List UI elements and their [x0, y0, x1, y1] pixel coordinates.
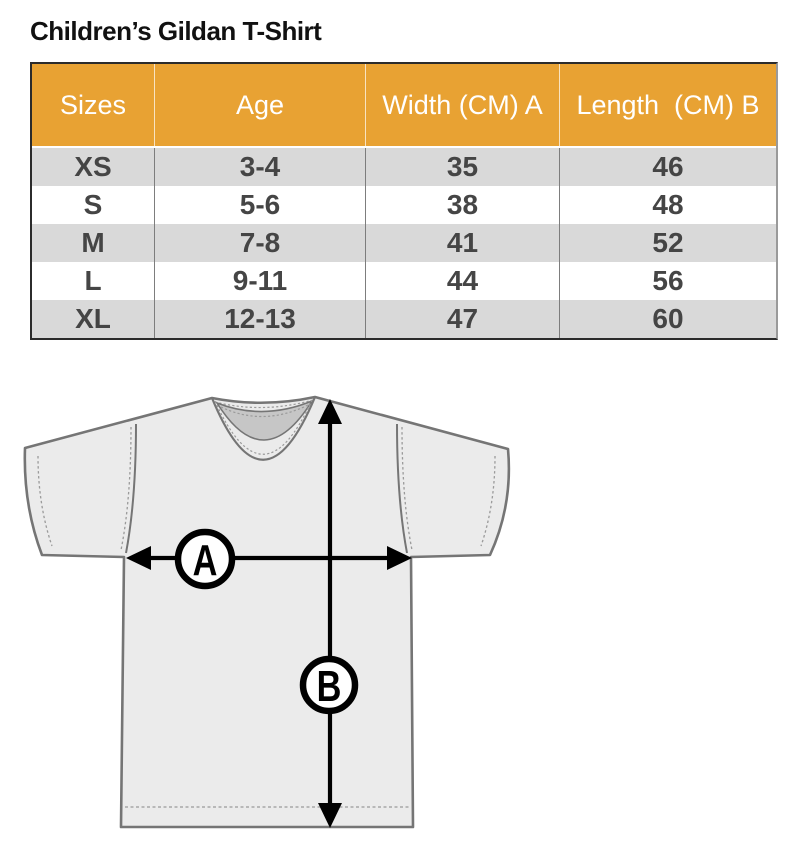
cell-width: 47: [365, 300, 559, 338]
header-cell-age: Age: [154, 64, 365, 146]
cell-age: 7-8: [154, 224, 365, 262]
length-marker-b: [303, 659, 355, 711]
width-marker-label: A: [192, 535, 218, 585]
cell-size: S: [83, 189, 103, 220]
table-row: [32, 148, 776, 186]
cell-size: XL: [75, 303, 111, 334]
page-title: Children’s Gildan T-Shirt: [30, 16, 322, 46]
size-table-header-row: [32, 64, 776, 148]
header-cell-width: Width (CM) A: [365, 64, 559, 146]
cell-age: 9-11: [154, 262, 365, 300]
cell-width: 35: [365, 148, 559, 186]
length-marker-label: B: [316, 661, 342, 711]
cell-age: 5-6: [154, 186, 365, 224]
cell-length: 60: [559, 300, 776, 338]
tshirt-outline: [25, 397, 509, 827]
cell-length: 52: [559, 224, 776, 262]
cell-width: 44: [365, 262, 559, 300]
table-row: [32, 262, 776, 300]
cell-width: 41: [365, 224, 559, 262]
cell-size: L: [84, 265, 102, 296]
table-row: [32, 300, 776, 338]
header-cell-sizes: Sizes: [59, 89, 127, 120]
width-marker-a: [178, 532, 232, 586]
cell-length: 46: [559, 148, 776, 186]
table-row: [32, 186, 776, 224]
cell-size: XS: [74, 151, 112, 182]
cell-size: M: [81, 227, 105, 258]
table-row: [32, 224, 776, 262]
size-table: [30, 62, 778, 340]
cell-length: 48: [559, 186, 776, 224]
tshirt-measurement-diagram: [0, 370, 560, 857]
cell-age: 3-4: [154, 148, 365, 186]
cell-width: 38: [365, 186, 559, 224]
cell-length: 56: [559, 262, 776, 300]
header-cell-length: Length (CM) B: [559, 64, 776, 146]
cell-age: 12-13: [154, 300, 365, 338]
